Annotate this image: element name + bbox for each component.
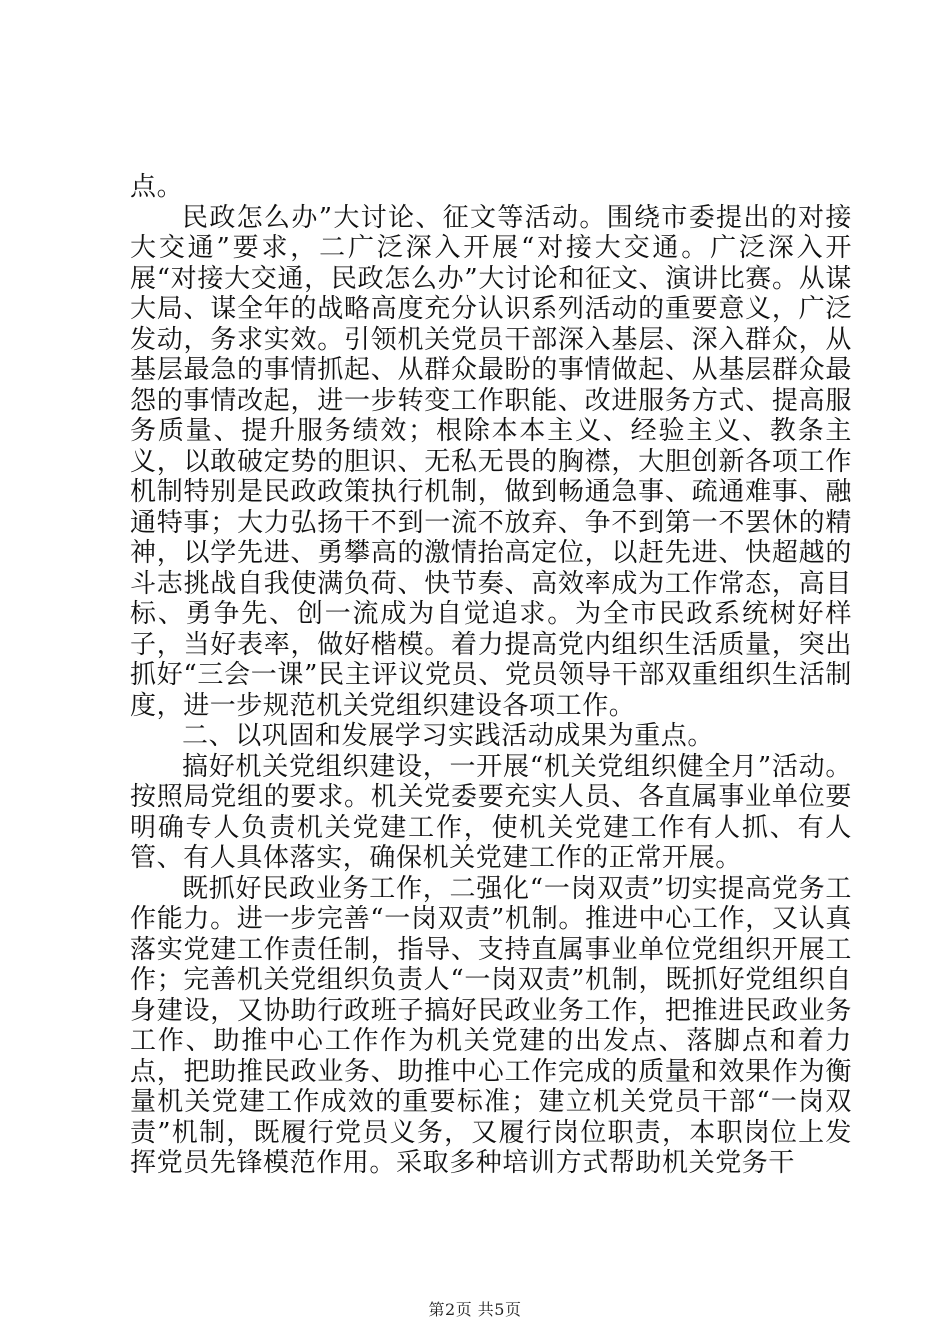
paragraph-5: 既抓好民政业务工作，二强化“一岗双责”切实提高党务工作能力。进一步完善“一岗双责”机制。推进中心工作，又认真落实党建工作责任制，指导、支持直属事业单位党组织开展工作；完善机关党组织负责人“一岗双责”机制，既抓好党组织自身建设，又协助行政班子搞好民政业务工作，把推进民政业务工作、助推中心工作作为机关党建的出发点、落脚点和着力点，把助推民政业务、助推中心工作完成的质量和效果作为衡量机关党建工作成效的重要标准；建立机关党员干部“一岗双责”机制，既履行党员义务，又履行岗位职责，本职岗位上发挥党员先锋模范作用。采取多种培训方式帮助机关党务干	[130, 873, 852, 1178]
paragraph-4: 搞好机关党组织建设，一开展“机关党组织健全月”活动。按照局党组的要求。机关党委要充实人员、各直属事业单位要明确专人负责机关党建工作，使机关党建工作有人抓、有人管、有人具体落实，确保机关党建工作的正常开展。	[130, 751, 852, 873]
paragraph-3-heading: 二、以巩固和发展学习实践活动成果为重点。	[182, 721, 715, 751]
page-footer: 第2页 共5页	[428, 1300, 522, 1319]
paragraph-2: 民政怎么办”大讨论、征文等活动。围绕市委提出的对接大交通”要求，二广泛深入开展“对接大交通。广泛深入开展“对接大交通，民政怎么办”大讨论和征文、演讲比赛。从谋大局、谋全年的战略高度充分认识系列活动的重要意义，广泛发动，务求实效。引领机关党员干部深入基层、深入群众，从基层最急的事情抓起、从群众最盼的事情做起、从基层群众最怨的事情改起，进一步转变工作职能、改进服务方式、提高服务质量、提升服务绩效；根除本本主义、经验主义、教条主义，以敢破定势的胆识、无私无畏的胸襟，大胆创新各项工作机制特别是民政政策执行机制，做到畅通急事、疏通难事、融通特事；大力弘扬干不到一流不放弃、争不到第一不罢休的精神，以学先进、勇攀高的激情抬高定位，以赶先进、快超越的斗志挑战自我使满负荷、快节奏、高效率成为工作常态，高目标、勇争先、创一流成为自觉追求。为全市民政系统树好样子，当好表率，做好楷模。着力提高党内组织生活质量，突出抓好“三会一课”民主评议党员、党员领导干部双重组织生活制度，进一步规范机关党组织建设各项工作。	[130, 202, 852, 721]
paragraph-1: 点。	[130, 172, 184, 202]
body-text	[130, 172, 852, 1179]
